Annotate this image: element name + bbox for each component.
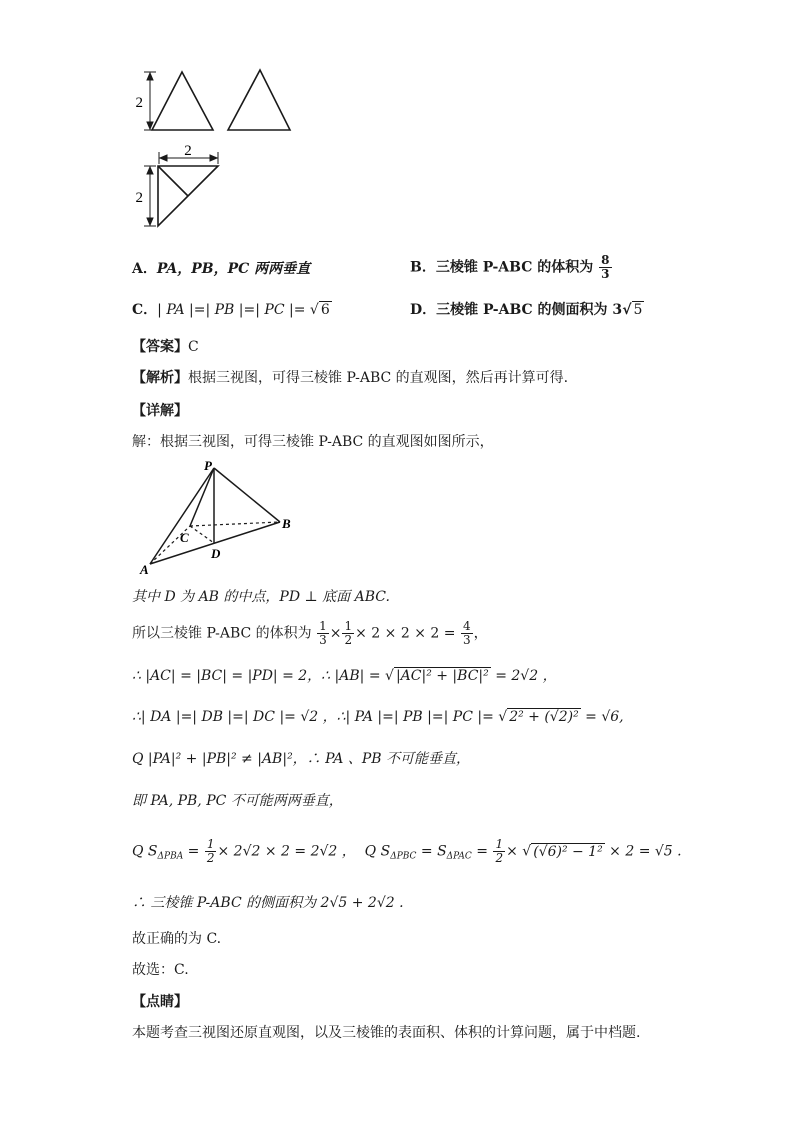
- volume-line: 所以三棱锥 P-ABC 的体积为 $\frac{1}{3}$ × $\frac{1}{2}$ × 2 × 2 × 2 = $\frac{4}{3}$ ，: [132, 619, 488, 647]
- lateral-area-line: ∴ 三棱锥 P-ABC 的侧面积为 2√5 + 2√2 .: [132, 895, 404, 911]
- top-view-inner-line: [158, 166, 188, 196]
- three-views-figure: [130, 62, 310, 234]
- detail-heading: 【详解】: [132, 403, 188, 419]
- choose-line: 故选：C.: [132, 962, 189, 978]
- option-a: A．PA，PB，PC 两两垂直: [132, 261, 311, 277]
- analysis-line: 【解析】根据三视图，可得三棱锥 P-ABC 的直观图，然后再计算可得.: [132, 370, 569, 386]
- pyramid-figure: [138, 458, 298, 578]
- correct-line: 故正确的为 C.: [132, 931, 222, 947]
- top-width-label: 2: [184, 143, 192, 159]
- svg-text:P: P: [204, 458, 212, 473]
- comment-heading: 【点睛】: [132, 994, 188, 1010]
- front-view-triangle: [152, 72, 213, 130]
- svg-text:B: B: [282, 516, 291, 531]
- option-b-fraction: $\frac{8}{3}$: [601, 253, 610, 281]
- length-line-2: ∴| DA |=| DB |=| DC |= √2 ，∴| PA |=| PB |=| PC |= √ 2² + (√2)² = √6,: [132, 709, 624, 725]
- top-height-label: 2: [135, 190, 143, 206]
- option-b: B．三棱锥 P-ABC 的体积为 $\frac{8}{3}$: [410, 253, 610, 281]
- midpoint-line: 其中 D 为 AB 的中点，PD ⊥ 底面 ABC.: [132, 589, 390, 605]
- perpendicular-check-line: Q |PA|² + |PB|² ≠ |AB|²，∴ PA 、PB 不可能垂直，: [132, 751, 470, 767]
- svg-text:C: C: [180, 530, 189, 545]
- svg-text:A: A: [140, 562, 149, 577]
- comment-text: 本题考查三视图还原直观图，以及三棱锥的表面积、体积的计算问题，属于中档题.: [132, 1025, 641, 1041]
- option-c: C．| PA |=| PB |=| PC |= √ 6: [132, 302, 330, 318]
- svg-text:D: D: [211, 546, 221, 561]
- area-line: Q $S_{\Delta PBA}$ = $\frac{1}{2}$ × 2√2 × 2 = 2√2 ， Q $S_{\Delta PBC} = S_{\Delta PAC}$ = $\frac{1}{2}$ × √ (√6)² − 1² × 2 = √5 .: [132, 837, 682, 865]
- length-line-1: ∴ |AC| = |BC| = |PD| = 2，∴ |AB| = √ |AC|² + |BC|² = 2√2 ，: [132, 668, 557, 684]
- side-view-triangle: [228, 70, 290, 130]
- detail-intro: 解：根据三视图，可得三棱锥 P-ABC 的直观图如图所示，: [132, 434, 494, 450]
- answer-value: C: [188, 339, 199, 355]
- answer-line: 【答案】C: [132, 339, 199, 355]
- front-height-label: 2: [135, 95, 143, 111]
- option-d: D．三棱锥 P-ABC 的侧面积为 3√ 5: [410, 302, 643, 318]
- not-perpendicular-line: 即 PA, PB, PC 不可能两两垂直，: [132, 793, 343, 809]
